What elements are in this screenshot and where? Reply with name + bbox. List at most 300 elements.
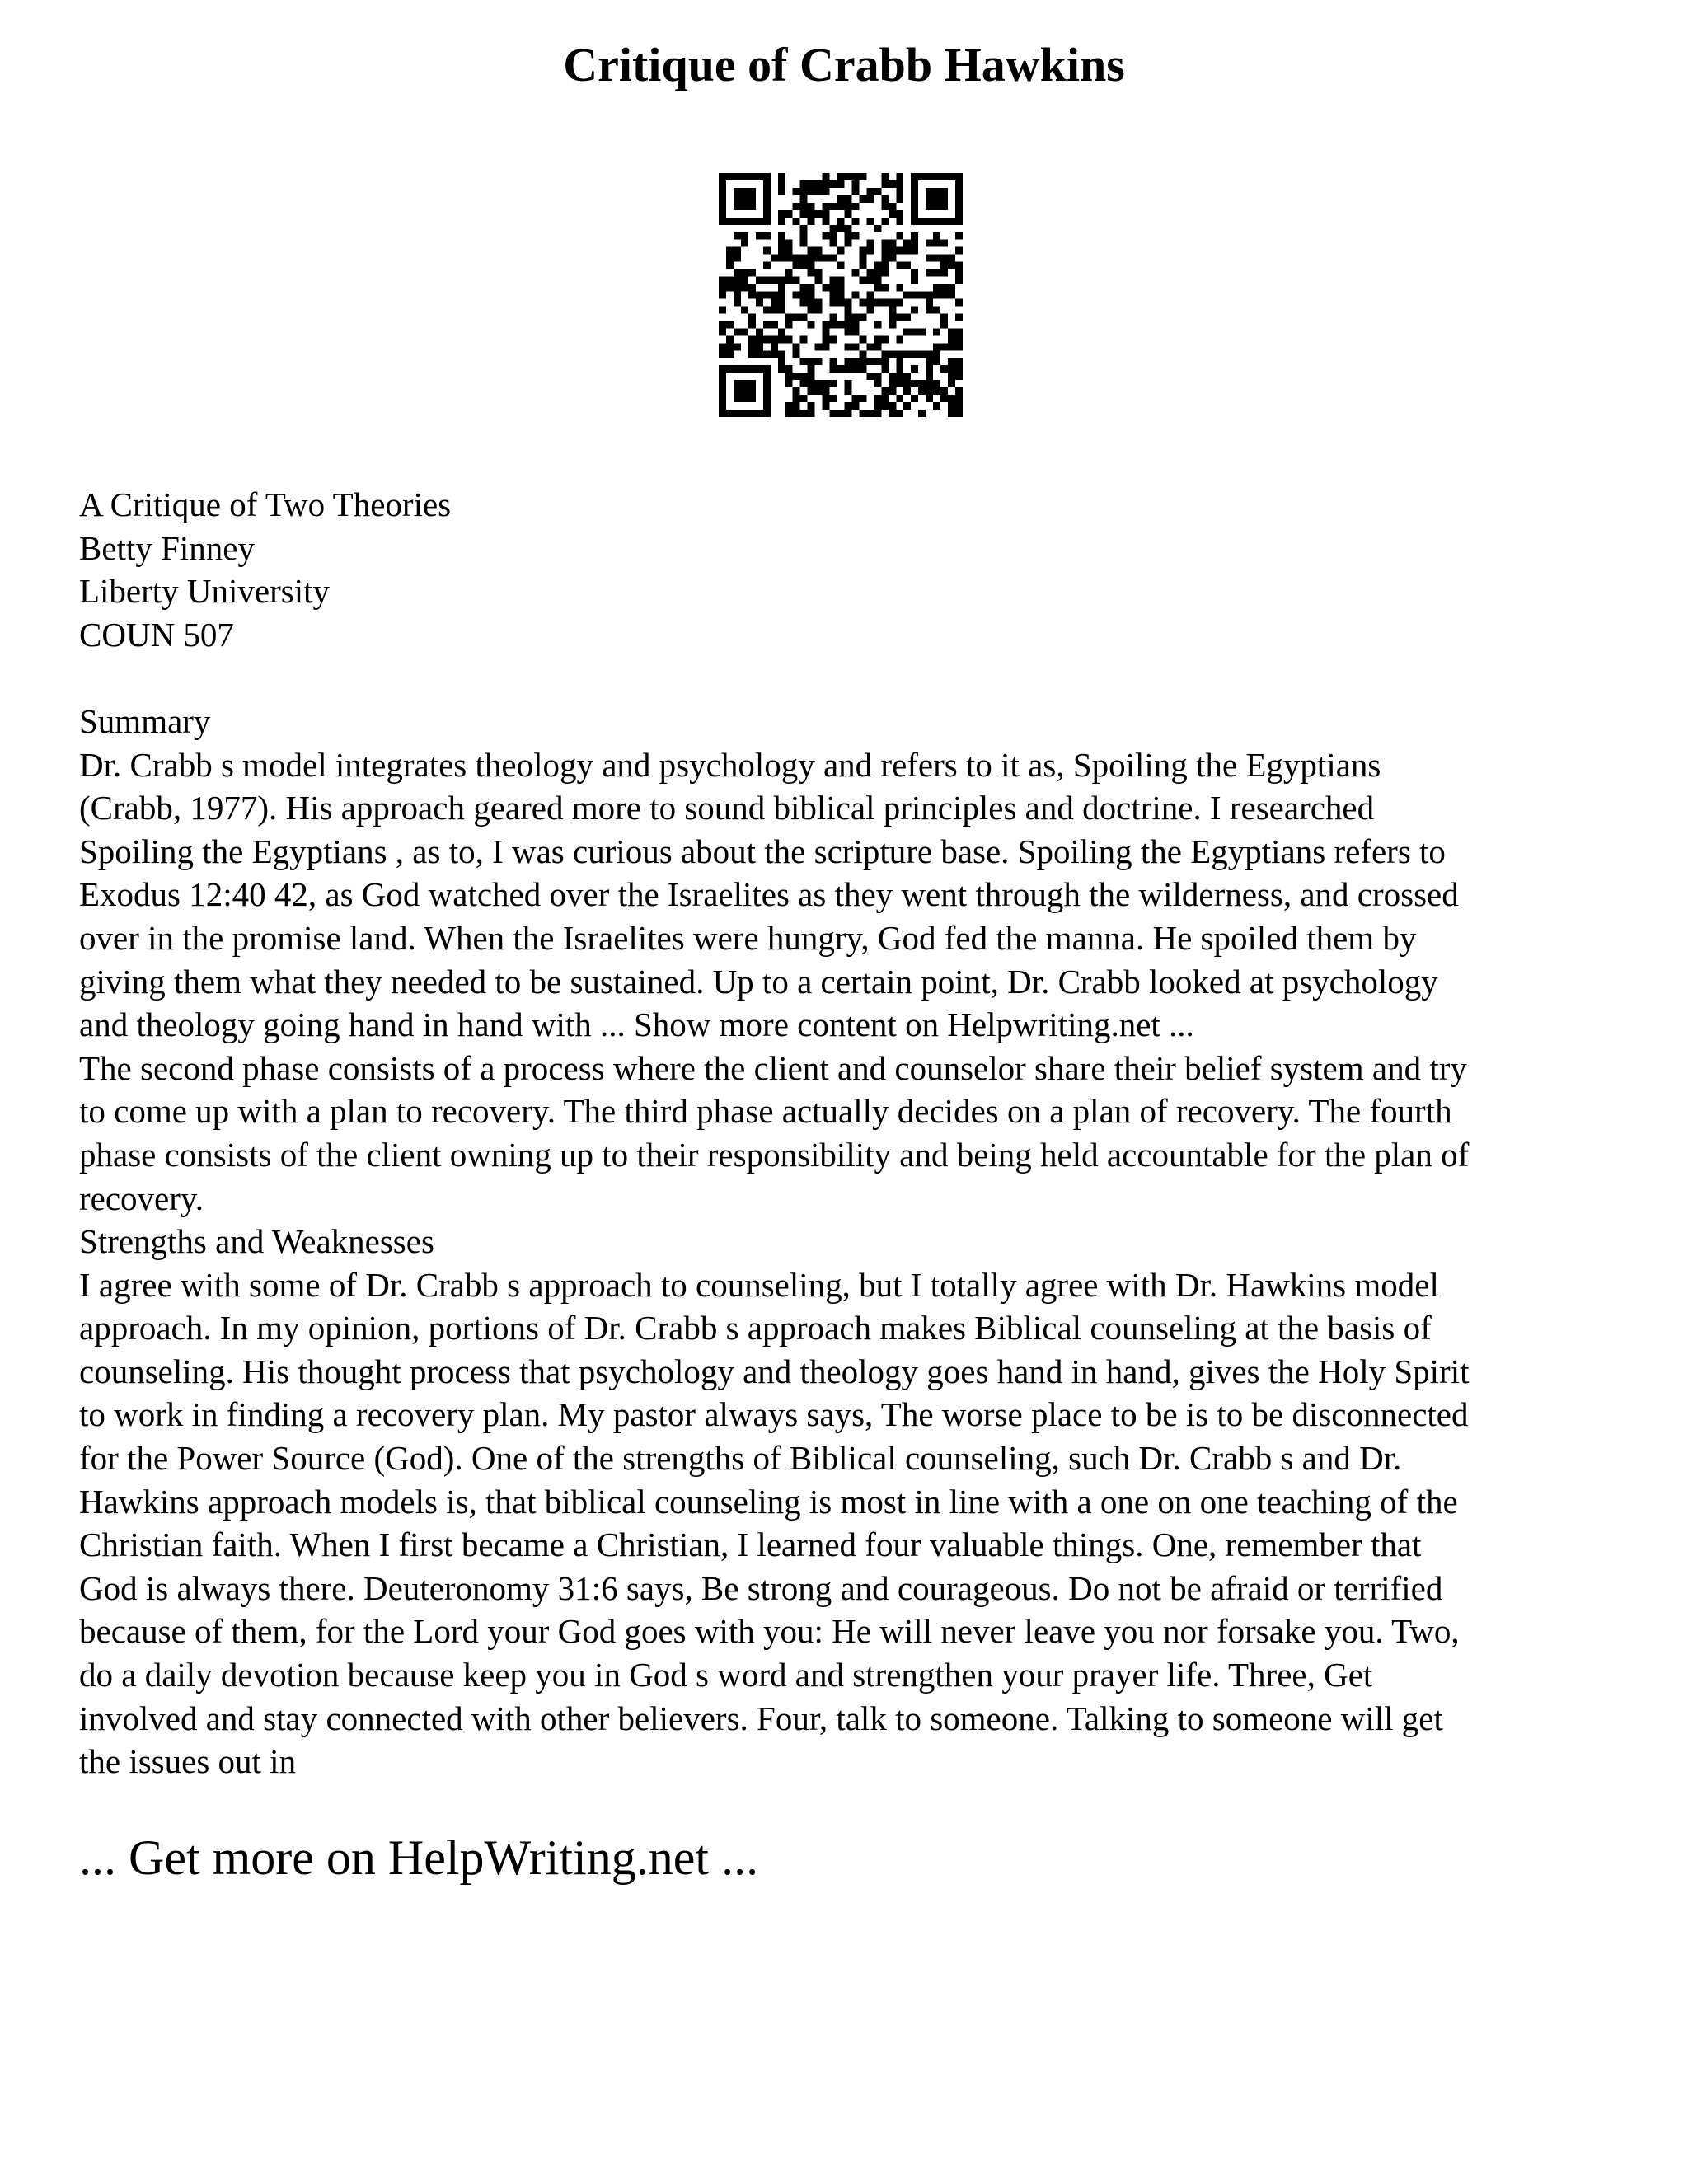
qr-module bbox=[844, 225, 851, 232]
qr-module bbox=[881, 203, 889, 210]
qr-module bbox=[771, 350, 778, 358]
qr-module bbox=[837, 218, 845, 225]
qr-module bbox=[808, 188, 815, 195]
qr-module bbox=[955, 313, 963, 321]
qr-module bbox=[726, 284, 734, 292]
qr-module bbox=[926, 298, 933, 306]
qr-module bbox=[815, 188, 823, 195]
qr-module bbox=[800, 298, 808, 306]
qr-module bbox=[859, 358, 866, 365]
qr-module bbox=[763, 277, 771, 284]
qr-module bbox=[734, 277, 741, 284]
qr-module bbox=[808, 410, 815, 417]
qr-module bbox=[874, 380, 881, 387]
qr-module bbox=[911, 365, 918, 373]
qr-module bbox=[859, 410, 866, 417]
qr-module bbox=[793, 395, 800, 402]
qr-module bbox=[896, 262, 903, 269]
qr-module bbox=[955, 365, 963, 373]
qr-module bbox=[830, 365, 837, 373]
qr-module bbox=[800, 262, 808, 269]
qr-module bbox=[800, 210, 808, 218]
qr-module bbox=[881, 395, 889, 402]
qr-module bbox=[874, 395, 881, 402]
qr-module bbox=[933, 358, 940, 365]
qr-module bbox=[918, 292, 926, 299]
qr-module bbox=[815, 298, 823, 306]
qr-module bbox=[719, 328, 726, 335]
strengths-line: God is always there. Deuteronomy 31:6 says, Be strong and courageous. Do not be afraid or terrified bbox=[79, 1568, 1443, 1607]
qr-module bbox=[844, 306, 851, 313]
qr-module bbox=[756, 232, 763, 240]
qr-module bbox=[866, 240, 874, 247]
qr-module bbox=[778, 292, 785, 299]
summary-line: Dr. Crabb s model integrates theology and psychology and refers to it as, Spoiling the Egyptians bbox=[79, 745, 1381, 784]
qr-module bbox=[808, 255, 815, 262]
qr-module bbox=[911, 180, 918, 218]
qr-module bbox=[889, 402, 896, 410]
qr-module bbox=[808, 380, 815, 387]
summary-line: over in the promise land. When the Israelites were hungry, God fed the manna. He spoiled them by bbox=[79, 918, 1417, 957]
qr-module bbox=[808, 298, 815, 306]
qr-module bbox=[830, 335, 837, 343]
blank-line bbox=[79, 656, 1629, 700]
qr-module bbox=[940, 313, 948, 321]
qr-module bbox=[800, 395, 808, 402]
qr-module bbox=[948, 402, 955, 410]
get-more-link[interactable]: ... Get more on HelpWriting.net ... bbox=[79, 1830, 759, 1885]
qr-module bbox=[793, 313, 800, 321]
qr-module bbox=[808, 269, 815, 277]
qr-module bbox=[719, 173, 771, 180]
qr-module bbox=[800, 410, 808, 417]
qr-module bbox=[830, 277, 837, 284]
qr-module bbox=[830, 380, 837, 387]
qr-module bbox=[815, 380, 823, 387]
qr-module bbox=[734, 188, 756, 210]
qr-module bbox=[719, 277, 726, 284]
qr-module bbox=[955, 232, 963, 240]
qr-module bbox=[948, 365, 955, 373]
qr-module bbox=[866, 277, 874, 284]
qr-module bbox=[748, 335, 756, 343]
qr-module bbox=[823, 335, 830, 343]
qr-module bbox=[889, 373, 896, 380]
qr-module bbox=[940, 321, 948, 328]
qr-module bbox=[940, 284, 948, 292]
qr-module bbox=[748, 284, 756, 292]
qr-module bbox=[851, 292, 859, 299]
qr-module bbox=[793, 350, 800, 358]
qr-module bbox=[948, 262, 955, 269]
qr-module bbox=[903, 262, 911, 269]
qr-module bbox=[808, 262, 815, 269]
qr-module bbox=[808, 247, 815, 255]
qr-code bbox=[719, 173, 963, 417]
qr-module bbox=[955, 410, 963, 417]
qr-module bbox=[948, 380, 955, 387]
qr-module bbox=[889, 247, 896, 255]
qr-module bbox=[756, 277, 763, 284]
qr-module bbox=[948, 358, 955, 365]
qr-module bbox=[785, 210, 793, 218]
qr-module bbox=[911, 306, 918, 313]
qr-module bbox=[851, 343, 859, 350]
qr-module bbox=[771, 335, 778, 343]
qr-module bbox=[881, 350, 889, 358]
qr-module bbox=[933, 328, 940, 335]
qr-module bbox=[911, 247, 918, 255]
qr-module bbox=[874, 373, 881, 380]
qr-module bbox=[933, 292, 940, 299]
qr-module bbox=[948, 343, 955, 350]
qr-module bbox=[800, 195, 808, 203]
qr-module bbox=[719, 350, 726, 358]
qr-module bbox=[926, 255, 933, 262]
qr-module bbox=[881, 269, 889, 277]
qr-module bbox=[851, 313, 859, 321]
qr-module bbox=[896, 410, 903, 417]
qr-module bbox=[793, 262, 800, 269]
qr-module bbox=[748, 343, 756, 350]
qr-module bbox=[903, 247, 911, 255]
qr-module bbox=[851, 395, 859, 402]
qr-module bbox=[889, 350, 896, 358]
qr-module bbox=[889, 255, 896, 262]
qr-module bbox=[948, 328, 955, 335]
qr-module bbox=[815, 210, 823, 218]
qr-module bbox=[896, 210, 903, 218]
qr-module bbox=[859, 255, 866, 262]
qr-module bbox=[778, 180, 785, 188]
qr-module bbox=[918, 387, 926, 395]
qr-module bbox=[851, 365, 859, 373]
qr-module bbox=[866, 298, 874, 306]
qr-module bbox=[763, 180, 771, 218]
qr-module bbox=[889, 240, 896, 247]
qr-module bbox=[734, 380, 756, 402]
qr-module bbox=[940, 269, 948, 277]
qr-module bbox=[881, 365, 889, 373]
qr-module bbox=[896, 335, 903, 343]
qr-module bbox=[955, 373, 963, 380]
qr-module bbox=[874, 188, 881, 195]
qr-module bbox=[889, 180, 896, 188]
qr-module bbox=[881, 298, 889, 306]
strengths-heading: Strengths and Weaknesses bbox=[79, 1222, 434, 1261]
qr-module bbox=[734, 269, 741, 277]
qr-module bbox=[771, 321, 778, 328]
qr-module bbox=[800, 380, 808, 387]
summary-heading: Summary bbox=[79, 701, 211, 740]
qr-module bbox=[823, 180, 830, 188]
qr-module bbox=[918, 410, 926, 417]
qr-module bbox=[808, 365, 815, 373]
qr-module bbox=[837, 277, 845, 284]
qr-module bbox=[823, 284, 830, 292]
qr-module bbox=[823, 321, 830, 328]
qr-module bbox=[940, 343, 948, 350]
qr-module bbox=[851, 232, 859, 240]
qr-module bbox=[896, 180, 903, 188]
qr-module bbox=[830, 255, 837, 262]
qr-module bbox=[933, 402, 940, 410]
qr-module bbox=[823, 402, 830, 410]
qr-module bbox=[940, 292, 948, 299]
qr-module bbox=[734, 284, 741, 292]
qr-module bbox=[851, 402, 859, 410]
qr-module bbox=[793, 373, 800, 380]
qr-module bbox=[741, 277, 748, 284]
qr-module bbox=[823, 218, 830, 225]
qr-module bbox=[800, 313, 808, 321]
qr-module bbox=[778, 173, 785, 180]
qr-module bbox=[933, 380, 940, 387]
qr-module bbox=[837, 321, 845, 328]
qr-module bbox=[800, 358, 808, 365]
qr-module bbox=[734, 328, 741, 335]
qr-module bbox=[719, 410, 771, 417]
qr-module bbox=[889, 210, 896, 218]
qr-module bbox=[881, 173, 889, 180]
qr-module bbox=[866, 410, 874, 417]
qr-module bbox=[793, 255, 800, 262]
qr-module bbox=[808, 284, 815, 292]
qr-module bbox=[726, 343, 734, 350]
qr-module bbox=[785, 380, 793, 387]
summary-line: The second phase consists of a process where the client and counselor share their belief system and try bbox=[79, 1048, 1467, 1087]
qr-module bbox=[844, 313, 851, 321]
qr-module bbox=[851, 218, 859, 225]
qr-module bbox=[741, 240, 748, 247]
qr-module bbox=[800, 335, 808, 343]
qr-module bbox=[948, 373, 955, 380]
qr-module bbox=[859, 395, 866, 402]
qr-module bbox=[726, 255, 734, 262]
qr-module bbox=[911, 292, 918, 299]
qr-module bbox=[763, 373, 771, 410]
qr-module bbox=[808, 292, 815, 299]
qr-module bbox=[785, 277, 793, 284]
qr-module bbox=[771, 277, 778, 284]
qr-module bbox=[859, 173, 866, 180]
qr-module bbox=[800, 292, 808, 299]
summary-line: and theology going hand in hand with ... Show more content on Helpwriting.net ... bbox=[79, 1005, 1194, 1044]
qr-module bbox=[808, 218, 815, 225]
qr-module bbox=[837, 203, 845, 210]
qr-module bbox=[830, 298, 837, 306]
qr-module bbox=[874, 284, 881, 292]
qr-module bbox=[911, 328, 918, 335]
qr-module bbox=[800, 180, 808, 188]
strengths-line: approach. In my opinion, portions of Dr. Crabb s approach makes Biblical counseling at the basis of bbox=[79, 1309, 1432, 1347]
qr-module bbox=[793, 410, 800, 417]
qr-module bbox=[896, 218, 903, 225]
qr-module bbox=[926, 269, 933, 277]
qr-module bbox=[837, 247, 845, 255]
qr-module bbox=[940, 365, 948, 373]
qr-module bbox=[837, 173, 845, 180]
qr-module bbox=[748, 350, 756, 358]
qr-module bbox=[830, 240, 837, 247]
qr-module bbox=[955, 358, 963, 365]
qr-module bbox=[793, 402, 800, 410]
qr-module bbox=[844, 343, 851, 350]
qr-module bbox=[756, 335, 763, 343]
qr-module bbox=[844, 358, 851, 365]
qr-module bbox=[844, 402, 851, 410]
qr-module bbox=[719, 218, 771, 225]
qr-module bbox=[881, 240, 889, 247]
qr-module bbox=[778, 210, 785, 218]
qr-module bbox=[889, 298, 896, 306]
qr-module bbox=[874, 321, 881, 328]
qr-module bbox=[844, 365, 851, 373]
qr-module bbox=[926, 292, 933, 299]
qr-module bbox=[926, 240, 933, 247]
qr-module bbox=[808, 203, 815, 210]
qr-module bbox=[785, 365, 793, 373]
qr-module bbox=[808, 306, 815, 313]
qr-module bbox=[911, 232, 918, 240]
qr-module bbox=[874, 358, 881, 365]
qr-module bbox=[756, 343, 763, 350]
qr-module bbox=[874, 335, 881, 343]
qr-module bbox=[851, 328, 859, 335]
qr-module bbox=[830, 232, 837, 240]
qr-module bbox=[756, 328, 763, 335]
strengths-line: counseling. His thought process that psychology and theology goes hand in hand, gives the Holy Spirit bbox=[79, 1352, 1470, 1390]
qr-module bbox=[748, 321, 756, 328]
qr-module bbox=[726, 335, 734, 343]
qr-module bbox=[808, 402, 815, 410]
qr-module bbox=[719, 306, 726, 313]
qr-module bbox=[778, 328, 785, 335]
qr-module bbox=[778, 240, 785, 247]
strengths-line: for the Power Source (God). One of the strengths of Biblical counseling, such Dr. Crabb s and Dr. bbox=[79, 1439, 1402, 1478]
qr-module bbox=[793, 203, 800, 210]
qr-module bbox=[844, 321, 851, 328]
qr-module bbox=[763, 350, 771, 358]
qr-module bbox=[763, 232, 771, 240]
qr-module bbox=[955, 247, 963, 255]
qr-module bbox=[866, 292, 874, 299]
qr-module bbox=[771, 306, 778, 313]
qr-module bbox=[741, 269, 748, 277]
qr-module bbox=[866, 269, 874, 277]
qr-module bbox=[955, 395, 963, 402]
qr-module bbox=[955, 335, 963, 343]
qr-module bbox=[763, 292, 771, 299]
qr-module bbox=[911, 269, 918, 277]
qr-module bbox=[955, 277, 963, 284]
qr-module bbox=[793, 188, 800, 195]
qr-module bbox=[874, 402, 881, 410]
qr-module bbox=[837, 410, 845, 417]
qr-module bbox=[793, 277, 800, 284]
qr-module bbox=[830, 292, 837, 299]
qr-module bbox=[823, 188, 830, 195]
qr-module bbox=[785, 240, 793, 247]
qr-module bbox=[785, 255, 793, 262]
qr-module bbox=[823, 343, 830, 350]
qr-module bbox=[800, 373, 808, 380]
qr-module bbox=[933, 284, 940, 292]
qr-module bbox=[785, 373, 793, 380]
qr-module bbox=[823, 210, 830, 218]
qr-module bbox=[815, 306, 823, 313]
qr-module bbox=[933, 343, 940, 350]
qr-module bbox=[756, 350, 763, 358]
qr-module bbox=[823, 255, 830, 262]
qr-module bbox=[800, 284, 808, 292]
qr-module bbox=[889, 321, 896, 328]
qr-module bbox=[719, 180, 726, 218]
qr-module bbox=[896, 358, 903, 380]
qr-module bbox=[778, 247, 785, 255]
qr-module bbox=[866, 358, 874, 365]
qr-module bbox=[763, 306, 771, 313]
strengths-line: Christian faith. When I first became a Christian, I learned four valuable things. One, remember that bbox=[79, 1526, 1422, 1564]
qr-module bbox=[948, 335, 955, 343]
qr-module bbox=[778, 277, 785, 284]
qr-module bbox=[837, 195, 845, 203]
qr-module bbox=[830, 225, 837, 232]
qr-module bbox=[793, 292, 800, 299]
qr-module bbox=[874, 410, 881, 417]
qr-module bbox=[859, 262, 866, 269]
qr-module bbox=[741, 232, 748, 240]
qr-module bbox=[851, 188, 859, 195]
qr-module bbox=[889, 203, 896, 210]
qr-module bbox=[874, 298, 881, 306]
qr-module bbox=[778, 350, 785, 358]
qr-module bbox=[933, 240, 940, 247]
qr-module bbox=[785, 269, 793, 277]
course-line: COUN 507 bbox=[79, 615, 234, 654]
qr-module bbox=[778, 188, 785, 195]
qr-module bbox=[741, 306, 748, 313]
qr-module bbox=[866, 188, 874, 195]
qr-module bbox=[948, 395, 955, 402]
qr-module bbox=[778, 365, 785, 373]
qr-module bbox=[844, 210, 851, 218]
author-line: Betty Finney bbox=[79, 528, 255, 567]
qr-module bbox=[741, 328, 748, 335]
qr-module bbox=[896, 313, 903, 321]
qr-module bbox=[778, 335, 785, 343]
summary-line: Exodus 12:40 42, as God watched over the Israelites as they went through the wilderness, and crossed bbox=[79, 875, 1459, 914]
qr-module bbox=[896, 195, 903, 203]
qr-module bbox=[933, 350, 940, 358]
qr-module bbox=[948, 410, 955, 417]
qr-module bbox=[881, 180, 889, 188]
qr-module bbox=[837, 225, 845, 232]
qr-module bbox=[933, 306, 940, 313]
qr-module bbox=[719, 292, 726, 299]
qr-module bbox=[881, 262, 889, 269]
qr-module bbox=[896, 232, 903, 240]
qr-module bbox=[808, 321, 815, 328]
qr-module bbox=[896, 173, 903, 180]
qr-module bbox=[940, 255, 948, 262]
qr-module bbox=[719, 373, 726, 410]
qr-module bbox=[874, 225, 881, 232]
qr-module bbox=[771, 255, 778, 262]
qr-module bbox=[851, 203, 859, 210]
strengths-line: do a daily devotion because keep you in God s word and strengthen your prayer life. Three, Get bbox=[79, 1656, 1373, 1694]
qr-module bbox=[778, 298, 785, 306]
